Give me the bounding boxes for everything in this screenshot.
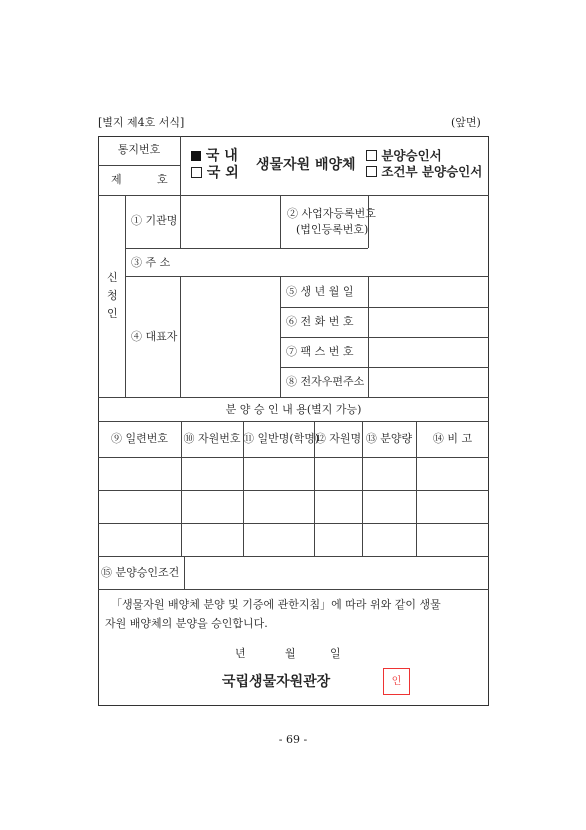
column-header: ⑭ 비 고 bbox=[432, 432, 473, 445]
divider bbox=[125, 248, 181, 249]
foreign-label: 국 외 bbox=[206, 165, 239, 181]
statement-line: 자원 배양체의 분양을 승인합니다. bbox=[105, 617, 268, 630]
applicant-side-char: 청 bbox=[107, 289, 118, 302]
column-header: ⑬ 분양량 bbox=[365, 432, 413, 445]
org-name-label: ① 기관명 bbox=[131, 214, 178, 227]
divider bbox=[281, 307, 489, 308]
unchecked-box-icon bbox=[366, 150, 377, 161]
divider bbox=[184, 556, 185, 589]
page-number: - 69 - bbox=[278, 733, 308, 746]
title-label-char: 제 bbox=[111, 173, 122, 186]
divider bbox=[98, 165, 180, 166]
page-side-label: (앞면) bbox=[451, 116, 481, 129]
address-label: ③ 주 소 bbox=[131, 256, 171, 269]
approval-label: 분양승인서 bbox=[381, 148, 442, 163]
conditional-approval-option[interactable] bbox=[366, 166, 482, 179]
divider bbox=[281, 367, 489, 368]
conditions-label: ⑮ 분양승인조건 bbox=[101, 566, 180, 579]
domestic-label: 국 내 bbox=[205, 148, 238, 164]
statement-line: 「생물자원 배양체 분양 및 기증에 관한지침」에 따라 위와 같이 생물 bbox=[111, 598, 441, 611]
representative-label: ④ 대표자 bbox=[131, 330, 178, 343]
column-header: ⑪ 일반명(학명) bbox=[243, 432, 320, 445]
notice-number-label: 통지번호 bbox=[117, 143, 161, 156]
divider bbox=[98, 556, 489, 557]
signatory-name: 국립생물자원관장 bbox=[222, 674, 331, 690]
corp-number-label: (법인등록번호) bbox=[296, 223, 369, 236]
date-char: 일 bbox=[330, 647, 341, 660]
email-label: ⑧ 전자우편주소 bbox=[286, 375, 365, 388]
divider bbox=[181, 248, 368, 249]
date-char: 월 bbox=[285, 647, 296, 660]
unchecked-box-icon bbox=[191, 167, 202, 178]
seal-stamp: 인 bbox=[383, 668, 410, 695]
divider bbox=[180, 195, 181, 248]
approval-option[interactable] bbox=[366, 150, 442, 163]
divider bbox=[98, 523, 489, 524]
biz-number-label: ② 사업자등록번호 bbox=[287, 207, 376, 220]
applicant-side-char: 신 bbox=[107, 271, 118, 284]
divider bbox=[98, 457, 489, 458]
column-header: ⑨ 일련번호 bbox=[110, 432, 168, 445]
date-char: 년 bbox=[235, 647, 246, 660]
column-header: ⑫ 자원명 bbox=[314, 432, 362, 445]
divider bbox=[98, 589, 489, 590]
divider bbox=[125, 195, 126, 397]
foreign-option[interactable] bbox=[191, 166, 239, 180]
column-header: ⑩ 자원번호 bbox=[183, 432, 241, 445]
fax-label: ⑦ 팩 스 번 호 bbox=[286, 345, 354, 358]
divider bbox=[281, 337, 489, 338]
divider bbox=[280, 276, 281, 397]
divider bbox=[98, 490, 489, 491]
phone-label: ⑥ 전 화 번 호 bbox=[286, 315, 354, 328]
divider bbox=[98, 421, 489, 422]
domestic-option[interactable] bbox=[191, 149, 238, 163]
document-title: 생물자원 배양체 bbox=[256, 157, 356, 173]
divider bbox=[98, 397, 489, 398]
content-title: 분 양 승 인 내 용(별지 가능) bbox=[225, 403, 362, 416]
applicant-side-char: 인 bbox=[107, 307, 118, 320]
divider bbox=[280, 195, 281, 248]
divider bbox=[368, 276, 369, 397]
birthdate-label: ⑤ 생 년 월 일 bbox=[286, 285, 354, 298]
divider bbox=[180, 276, 181, 397]
title-label-char: 호 bbox=[157, 173, 168, 186]
divider bbox=[180, 136, 181, 195]
conditional-approval-label: 조건부 분양승인서 bbox=[381, 164, 483, 179]
checked-box-icon bbox=[191, 151, 201, 161]
form-number: [별지 제4호 서식] bbox=[98, 116, 185, 129]
divider bbox=[98, 195, 489, 196]
divider bbox=[368, 195, 369, 248]
unchecked-box-icon bbox=[366, 166, 377, 177]
